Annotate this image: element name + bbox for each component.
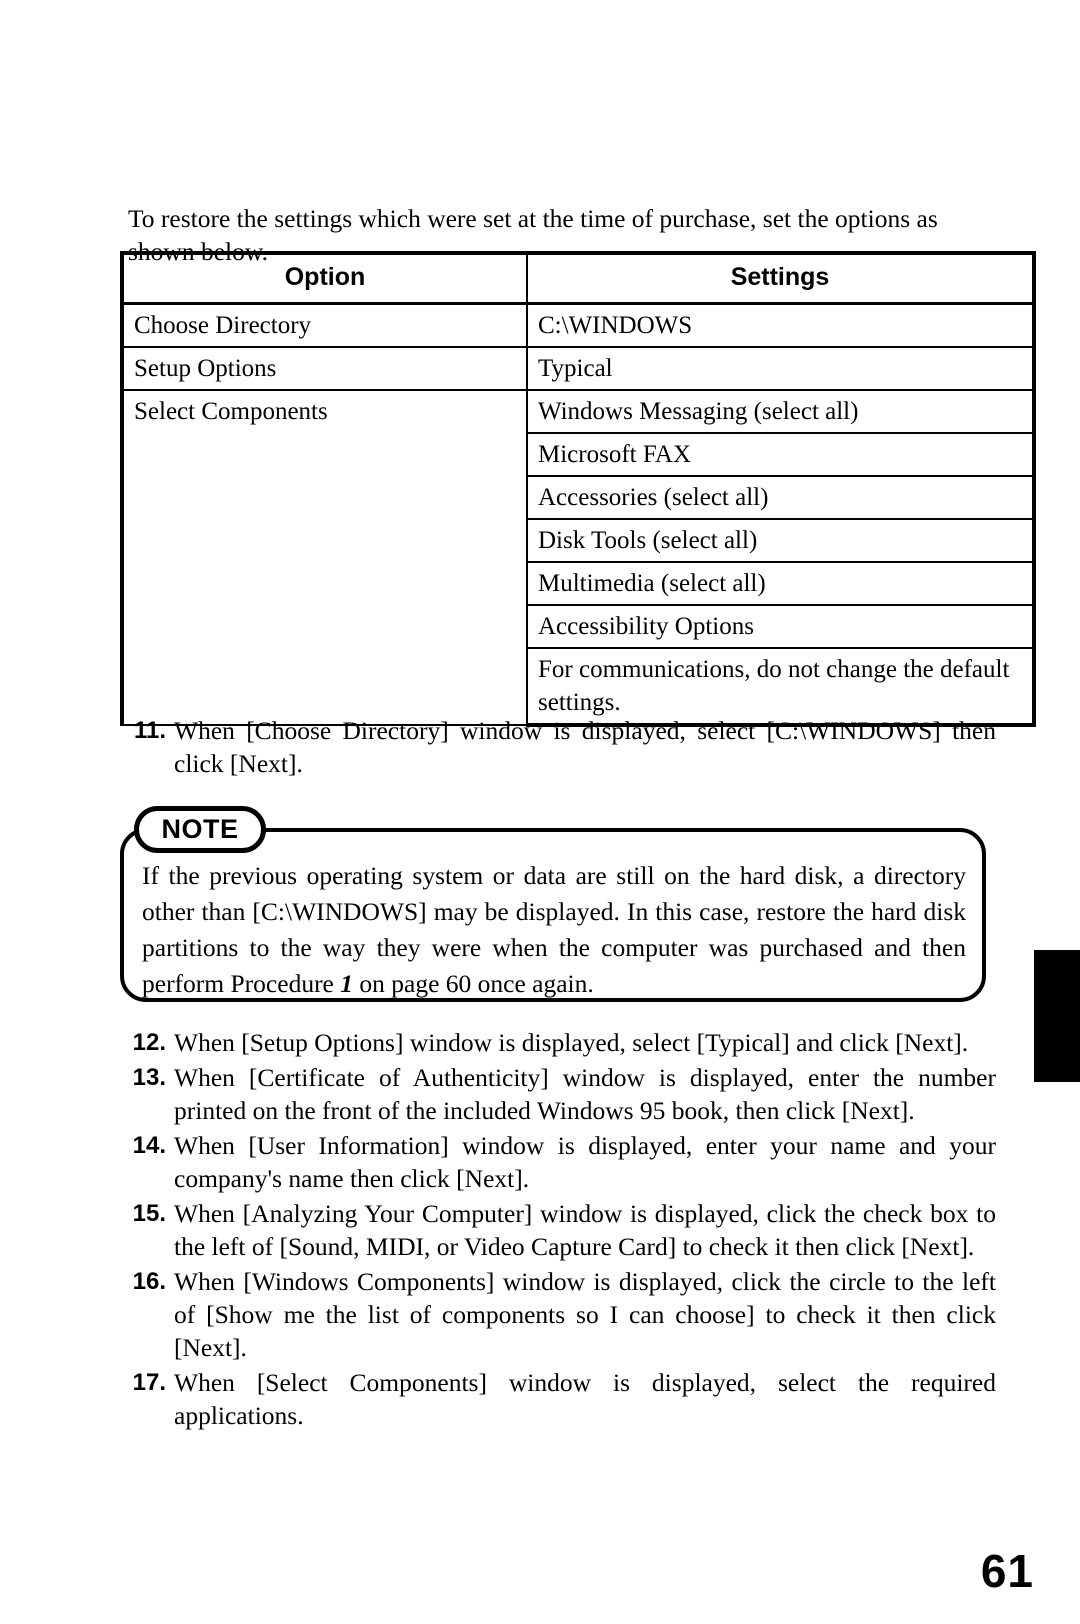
note-badge-label: NOTE (134, 806, 266, 853)
cell-settings: Accessories (select all) (527, 476, 1034, 519)
note-line-2-suffix: on page 60 once again. (353, 969, 594, 998)
step-text: When [Select Components] window is displayed, select the required applications. (174, 1368, 996, 1430)
cell-option: Choose Directory (122, 304, 527, 348)
table-header (122, 253, 1034, 304)
cell-option-select-components: Select Components (122, 390, 527, 725)
step-item (120, 1061, 996, 1127)
step-text: When [Analyzing Your Computer] window is displayed, click the check box to the left of [Sound, MIDI, or Video Capture Card] to check it then click [Next]. (174, 1199, 996, 1261)
table-row (122, 304, 1034, 348)
step-item (120, 1129, 996, 1195)
note-callout (120, 806, 986, 1002)
column-header-option: Option (122, 253, 527, 304)
note-procedure-number: 1 (340, 969, 353, 998)
step-text: When [Setup Options] window is displayed, select [Typical] and click [Next]. (174, 1028, 969, 1057)
cell-settings: C:\WINDOWS (527, 304, 1034, 348)
cell-settings: Accessibility Options (527, 605, 1034, 648)
step-number: 12. (132, 1029, 166, 1056)
cell-settings: For communications, do not change the default settings. (527, 648, 1034, 725)
table-header-row (122, 253, 1034, 304)
step-text: When [Choose Directory] window is displayed, select [C:\WINDOWS] then click [Next]. (174, 716, 996, 778)
step-list-bottom (120, 1026, 996, 1434)
step-text: When [Windows Components] window is displayed, click the circle to the left of [Show me the list of components so I can choose] to check it then click [Next]. (174, 1267, 996, 1362)
cell-settings: Disk Tools (select all) (527, 519, 1034, 562)
cell-option: Setup Options (122, 347, 527, 390)
step-number: 11. (133, 717, 166, 744)
page-number: 61 (980, 1545, 1034, 1597)
step-item (120, 1197, 996, 1263)
step-item (120, 1366, 996, 1432)
table-row (122, 347, 1034, 390)
note-text (142, 858, 966, 1002)
step-number: 15. (132, 1200, 166, 1227)
step-text: When [Certificate of Authenticity] window is displayed, enter the number printed on the front of the included Windows 95 book, then click [Next]. (174, 1063, 996, 1125)
cell-settings: Microsoft FAX (527, 433, 1034, 476)
note-line-1: If the previous operating system or data are still on the hard disk, a directory other than [C:\WINDOWS] may be displayed. In this case, restore the hard disk partitions to the way they were when the computer was purchased and (142, 861, 966, 962)
table-row (122, 390, 1034, 433)
chapter-thumb-tab (1034, 950, 1080, 1082)
step-text: When [User Information] window is displayed, enter your name and your company's name then click [Next]. (174, 1131, 996, 1193)
cell-settings: Typical (527, 347, 1034, 390)
cell-settings: Multimedia (select all) (527, 562, 1034, 605)
step-number: 13. (132, 1064, 166, 1091)
step-number: 16. (132, 1268, 166, 1295)
step-item (120, 1026, 996, 1059)
step-list-top (120, 714, 996, 782)
table-body (122, 304, 1034, 726)
intro-paragraph: To restore the settings which were set at the time of purchase, set the options as shown below. (128, 203, 938, 266)
note-line-2-prefix: then perform Procedure (142, 933, 966, 998)
step-item (120, 1265, 996, 1364)
step-number: 17. (132, 1369, 166, 1396)
settings-table (120, 251, 1036, 727)
step-item (120, 714, 996, 780)
step-number: 14. (132, 1132, 166, 1159)
cell-settings: Windows Messaging (select all) (527, 390, 1034, 433)
column-header-settings: Settings (527, 253, 1034, 304)
